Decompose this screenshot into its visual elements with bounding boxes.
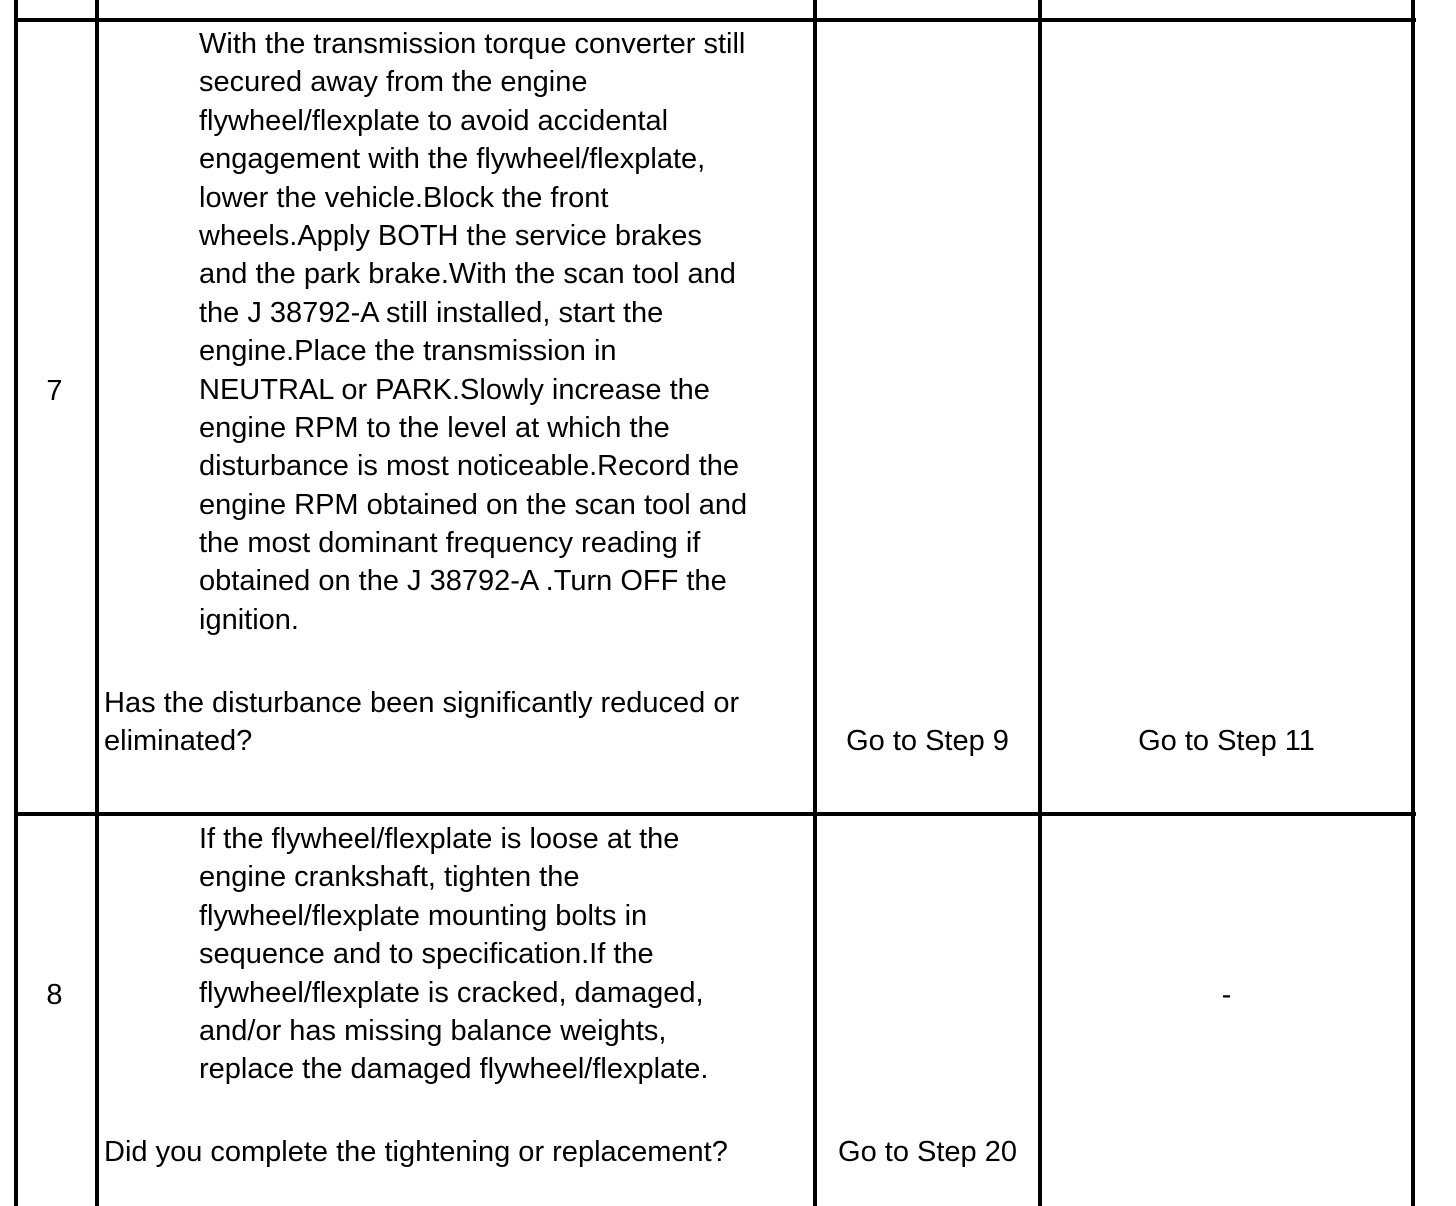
action-line: the most dominant frequency reading if [199,527,701,560]
action-line: secured away from the engine [199,66,588,99]
action-line: engine crankshaft, tighten the [199,861,580,894]
action-line: lower the vehicle.Block the front [199,181,609,214]
action-line: If the flywheel/flexplate is loose at the [199,823,680,855]
action-line: sequence and to specification.If the [199,938,654,971]
step-question [104,684,812,761]
step-action-text [199,25,811,639]
table-border-right [1411,0,1415,1206]
question-line: Has the disturbance been significantly reduced or [104,687,740,719]
step-number: 8 [46,979,63,1011]
action-line: the J 38792-A still installed, start the [199,296,664,329]
action-line: flywheel/flexplate is cracked, damaged, [199,976,704,1009]
action-line: and the park brake.With the scan tool and [199,258,736,291]
action-line: obtained on the J 38792-A .Turn OFF the [199,565,727,598]
row-separator-top [14,18,1416,22]
table-divider-step [95,0,99,1206]
action-line: engine RPM to the level at which the [199,411,670,444]
action-line: engine.Place the transmission in [199,335,617,368]
table-divider-action [813,0,817,1206]
row-separator-middle [14,812,1416,816]
question-line: Did you complete the tightening or replacement? [104,1136,728,1168]
action-line: flywheel/flexplate to avoid accidental [199,104,669,137]
step-question [104,1133,812,1171]
action-line: ignition. [199,603,299,636]
action-line: disturbance is most noticeable.Record the [199,450,740,483]
action-line: engagement with the flywheel/flexplate, [199,143,706,176]
question-line: eliminated? [104,725,253,758]
no-result: - [1221,979,1232,1011]
action-line: flywheel/flexplate mounting bolts in [199,899,648,932]
no-result: Go to Step 11 [1138,725,1315,757]
action-line: replace the damaged flywheel/flexplate. [199,1053,709,1086]
yes-result: Go to Step 9 [846,725,1009,757]
action-line: NEUTRAL or PARK.Slowly increase the [199,373,710,406]
table-border-left [14,0,18,1206]
action-line: and/or has missing balance weights, [199,1014,667,1047]
action-line: engine RPM obtained on the scan tool and [199,488,748,521]
table-divider-yes [1038,0,1042,1206]
action-line: With the transmission torque converter still [199,28,746,60]
step-action-text [199,820,811,1089]
step-number: 7 [46,375,63,407]
action-line: wheels.Apply BOTH the service brakes [199,219,702,252]
yes-result: Go to Step 20 [838,1136,1017,1168]
